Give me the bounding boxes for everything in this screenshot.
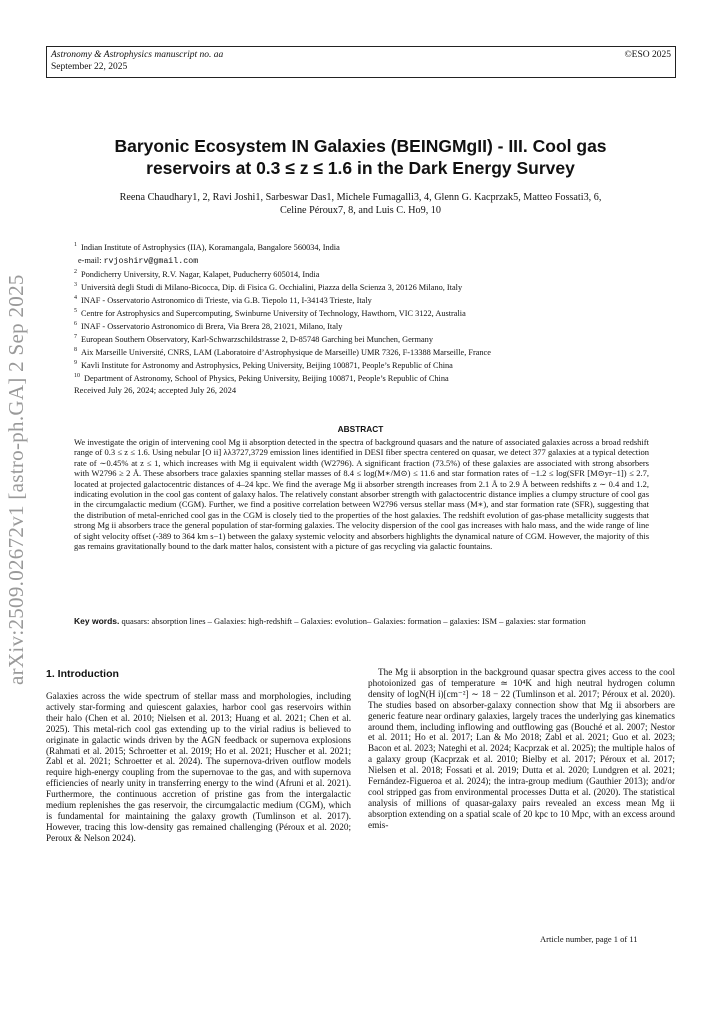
- affiliations: [74, 240, 654, 384]
- paper-title: [60, 135, 661, 179]
- copyright: ©ESO 2025: [624, 50, 671, 60]
- journal-info: [51, 49, 223, 73]
- arxiv-stamp[interactable]: arXiv:2509.02672v1 [astro-ph.GA] 2 Sep 2025: [4, 274, 28, 685]
- manuscript-date: September 22, 2025: [51, 62, 128, 72]
- section-title: 1. Introduction: [46, 668, 119, 680]
- affiliation-4: $^4$ INAF - Osservatorio Astronomico di Trieste, via G.B. Tiepolo 11, I-34143 Trieste, Italy: [74, 294, 372, 305]
- keywords-list: quasars: absorption lines – Galaxies: high-redshift – Galaxies: evolution– Galaxies: formation – galaxies: ISM – galaxies: star formation: [121, 616, 586, 626]
- affiliation-6: $^6$ INAF - Osservatorio Astronomico di Brera, Via Brera 28, 21021, Milano, Italy: [74, 320, 343, 331]
- email-link[interactable]: rvjoshirv@gmail.com: [103, 256, 199, 266]
- affiliation-1: $^1$ Indian Institute of Astrophysics (IIA), Koramangala, Bangalore 560034, India: [74, 242, 340, 252]
- title-line-2: reservoirs at 0.3 ≤ z ≤ 1.6 in the Dark Energy Survey: [146, 158, 575, 178]
- affiliation-3: $^3$ Università degli Studi di Milano-Bicocca, Dip. di Fisica G. Occhialini, Piazza della Scienza 3, 20126 Milano, Italy: [74, 281, 463, 292]
- author-list: [60, 191, 661, 217]
- authors-line-2: Celine Péroux7, 8, and Luis C. Ho9, 10: [279, 205, 441, 216]
- affiliation-2: $^2$ Pondicherry University, R.V. Nagar, Kalapet, Puducherry 605014, India: [74, 268, 320, 279]
- intro-right-column: The Mg ii absorption in the background quasar spectra gives access to the cool photoionized gas of temperature ≃ 10⁴K and high neutral hydrogen column density of logN(H i)[cm⁻²] ∼ 18 − 22 (Tumlinson et al. 2017; Péroux et al. 2020). The studies based on absorber-galaxy connection show that Mg ii absorbers are generic feature near ordinary galaxies, largely traces the underlying gas kinematics around them, including inflowing and outflowing gas (Bouché et al. 2007; Nestor et al. 2011; Ho et al. 2017; Lan & Mo 2018; Zabl et al. 2021; Guo et al. 2023; Bacon et al. 2023; Nateghi et al. 2024; Kacprzak et al. 2025); the multiple halos of a galaxy group (Kacprzak et al. 2010; Bielby et al. 2017; Péroux et al. 2017; Nielsen et al. 2018; Fossati et al. 2019; Dutta et al. 2020; Lundgren et al. 2021; Fernández-Figueroa et al. 2024); the intra-group medium (Gauthier 2013); and/or cool stripped gas from environmental processes Dutta et al. (2020). The statistical analysis of millions of quasar-galaxy pairs revealed an excess mean Mg ii absorption extending on a spatial scale of 20 kpc to 10 Mpc, with an excess around emis-: [368, 667, 675, 830]
- journal-name: Astronomy & Astrophysics manuscript no. aa: [51, 50, 224, 60]
- keywords: [74, 616, 649, 627]
- affiliation-8: $^8$ Aix Marseille Université, CNRS, LAM (Laboratoire d’Astrophysique de Marseille) UMR 7326, F-13388 Marseille, France: [74, 346, 491, 357]
- authors-line-1: Reena Chaudhary1, 2, Ravi Joshi1, Sarbeswar Das1, Michele Fumagalli3, 4, Glenn G. Kacprzak5, Matteo Fossati3, 6,: [119, 192, 602, 203]
- keywords-label: Key words.: [74, 616, 120, 626]
- page-footer: Article number, page 1 of 11: [540, 934, 638, 944]
- author-email: e-mail: rvjoshirv@gmail.com: [78, 255, 199, 266]
- title-line-1: Baryonic Ecosystem IN Galaxies (BEINGMgII) - III. Cool gas: [114, 136, 607, 156]
- affiliation-9: $^9$ Kavli Institute for Astronomy and Astrophysics, Peking University, Beijing 100871, People’s Republic of China: [74, 359, 453, 370]
- affiliation-5: $^5$ Centre for Astrophysics and Supercomputing, Swinburne University of Technology, Hawthorn, VIC 3122, Australia: [74, 307, 466, 318]
- affiliation-7: $^7$ European Southern Observatory, Karl-Schwarzschildstrasse 2, D-85748 Garching bei Munchen, Germany: [74, 333, 433, 344]
- intro-left-column: Galaxies across the wide spectrum of stellar mass and morphologies, including actively star-forming and quiescent galaxies, harbor cool gas reservoirs within their halo (Chen et al. 2010; Nielsen et al. 2013; Huang et al. 2021; Chen et al. 2025). This metal-rich cool gas extending up to the virial radius is believed to originate in galactic winds driven by the AGN feedback or supernova explosions (Rahmati et al. 2015; Schroetter et al. 2019; Ho et al. 2021; Huscher et al. 2021; Zabl et al. 2021; Schroetter et al. 2024). The supernova-driven outflow models require high-energy coupling from the supernovae to the gas, and with supernova efficiencies of nearly unity in transferring energy to the wind (Afruni et al. 2021). Furthermore, the continuous accretion of pristine gas from the intergalactic medium replenishes the gas reservoir, the circumgalactic medium (CGM), which is fundamental for maintaining the galaxy growth (Tumlinson et al. 2017). However, tracing this low-density gas remained challenging (Péroux et al. 2020; Peroux & Nelson 2024).: [46, 691, 351, 843]
- abstract-text: We investigate the origin of intervening cool Mg ii absorption detected in the spectra of background quasars and the nature of associated galaxies across a broad redshift range of 0.3 ≤ z ≤ 1.6. Using nebular [O ii] λλ3727,3729 emission lines identified in DESI fiber spectra centered on quasar, we detect 377 galaxies at a typical detection rate of ∼0.45% at z ≤ 1, which increases with Mg ii equivalent width (W2796). A significant fraction (73.5%) of these galaxies are associated with strong absorbers with W2796 ≥ 2 Å. These absorbers trace galaxies spanning stellar masses of 8.4 ≤ log(M∗/M⊙) ≤ 11.6 and star formation rates of −1.2 ≤ log(SFR [M⊙yr−1]) ≤ 2.7, located at projected galactocentric distances of 4–24 kpc. We find the average Mg ii absorber strength increases from 2.1 Å to 2.9 Å between redshifts z ∼ 0.4 and 1.2, indicating evolution in the cool gas content of galaxy halos. The relatively constant absorber strength with galactocentric distance implies a clumpy structure of cool gas in the circumgalactic medium (CGM). Further, we find a positive correlation between W2796 versus stellar mass (M∗), and star formation rate (SFR), suggesting that the distribution of metal-enriched cool gas in the CGM is closely tied to the properties of the host galaxies. The redshift evolution of gas-phase metallicity suggests that strong Mg ii absorbers trace the general population of star-forming galaxies. The velocity dispersion of the cool gas increases with halo mass, and the wide range of line of sight velocity offset (-389 to 364 km s−1) between the galaxy systemic velocity and absorbers highlights the dynamical nature of CGM. However, the majority of this gas remains gravitationally bound to the dark matter halos, consistent with a picture of gas recycling via galactic fountains.: [74, 437, 649, 552]
- received-dates: Received July 26, 2024; accepted July 26, 2024: [74, 385, 237, 395]
- journal-header-box: [46, 46, 676, 78]
- affiliation-10: $^{10}$ Department of Astronomy, School of Physics, Peking University, Beijing 100871, People’s Republic of China: [74, 372, 449, 383]
- abstract-heading: ABSTRACT: [337, 424, 384, 434]
